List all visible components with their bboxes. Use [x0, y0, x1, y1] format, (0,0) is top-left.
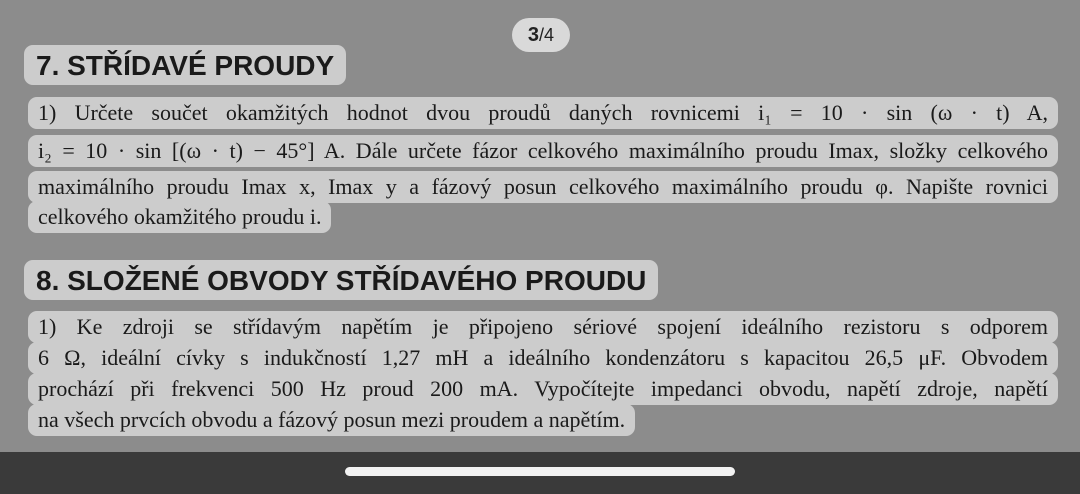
section-7-line-3: maximálního proudu Imax x, Imax y a fázový posun celkového maximálního proudu φ. Napište rovnici [28, 171, 1058, 203]
section-8-line-3: prochází při frekvenci 500 Hz proud 200 mA. Vypočítejte impedanci obvodu, napětí zdroje, napětí [28, 373, 1058, 405]
page-total: /4 [539, 25, 555, 45]
section-7-line-1: 1) Určete součet okamžitých hodnot dvou proudů daných rovnicemi i₁ = 10 · sin (ω · t) A, [28, 97, 1058, 129]
section-7-heading: 7. STŘÍDAVÉ PROUDY [24, 45, 346, 85]
section-7-line-4: celkového okamžitého proudu i. [28, 201, 331, 233]
page-current: 3 [527, 24, 540, 46]
section-8-line-2: 6 Ω, ideální cívky s indukčností 1,27 mH a ideálního kondenzátoru s kapacitou 26,5 μF. Obvodem [28, 342, 1058, 374]
section-8-line-4: na všech prvcích obvodu a fázový posun mezi proudem a napětím. [28, 404, 635, 436]
section-8-heading: 8. SLOŽENÉ OBVODY STŘÍDAVÉHO PROUDU [24, 260, 658, 300]
section-7-line-2: i₂ = 10 · sin [(ω · t) − 45°] A. Dále určete fázor celkového maximálního proudu Imax, složky celkového [28, 135, 1058, 167]
home-indicator[interactable] [345, 467, 735, 476]
page-indicator-badge [512, 18, 570, 52]
section-8-line-1: 1) Ke zdroji se střídavým napětím je připojeno sériové spojení ideálního rezistoru s odporem [28, 311, 1058, 343]
